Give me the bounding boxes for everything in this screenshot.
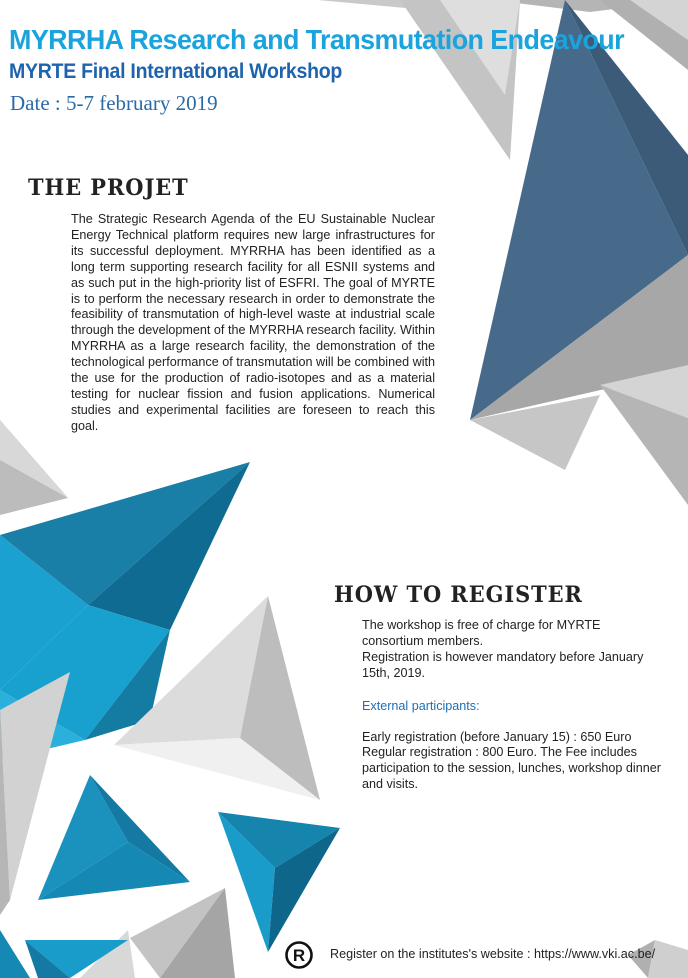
bottom-gray-triangles [80,888,235,978]
bottom-left-blue-triangles [38,775,190,900]
registration-info [362,618,662,793]
free-charge-text: The workshop is free of charge for MYRTE consortium members. [362,618,601,648]
workshop-title: MYRRHA Research and Transmutation Endeavour [9,24,625,55]
register-heading: HOW TO REGISTER [334,582,583,608]
left-gray-triangle [0,420,68,515]
project-heading: THE PROJET [28,175,189,201]
mandatory-registration-text: Registration is however mandatory before January 15th, 2019. [362,649,644,680]
registered-mark-letter: R [292,946,306,965]
register-website-text: Register on the institutes's website : https://www.vki.ac.be/ [330,947,656,961]
early-registration-fee: Early registration (before January 15) : 650 Euro [362,729,632,744]
workshop-date: Date : 5-7 february 2019 [10,91,218,115]
external-participants-label: External participants: [362,698,480,713]
registered-mark-icon [285,941,313,969]
bottom-right-blue-triangle [218,812,340,952]
workshop-subtitle: MYRTE Final International Workshop [9,60,343,83]
regular-registration-fee: Regular registration : 800 Euro. The Fee includes participation to the session, lunches, workshop dinner and visits. [362,745,661,792]
project-description: The Strategic Research Agenda of the EU Sustainable Nuclear Energy Technical platform requires new large infrastructures for its successful deployment. MYRRHA has been identified as a long term supporting research facility for all ESNII systems and as such put in the high-priority list of ESFRI. The goal of MYRTE is to perform the necessary research in order to demonstrate the feasibility of transmutation of high-level waste at industrial scale through the development of the MYRRHA research facility. Within MYRRHA as a large research facility, the demonstration of the technological performance of transmutation will be combined with the use for the production of radio-isotopes and as a material testing for nuclear fission and fusion applications. Numerical studies and experimental facilities are foreseen to reach this goal. [71,212,436,433]
